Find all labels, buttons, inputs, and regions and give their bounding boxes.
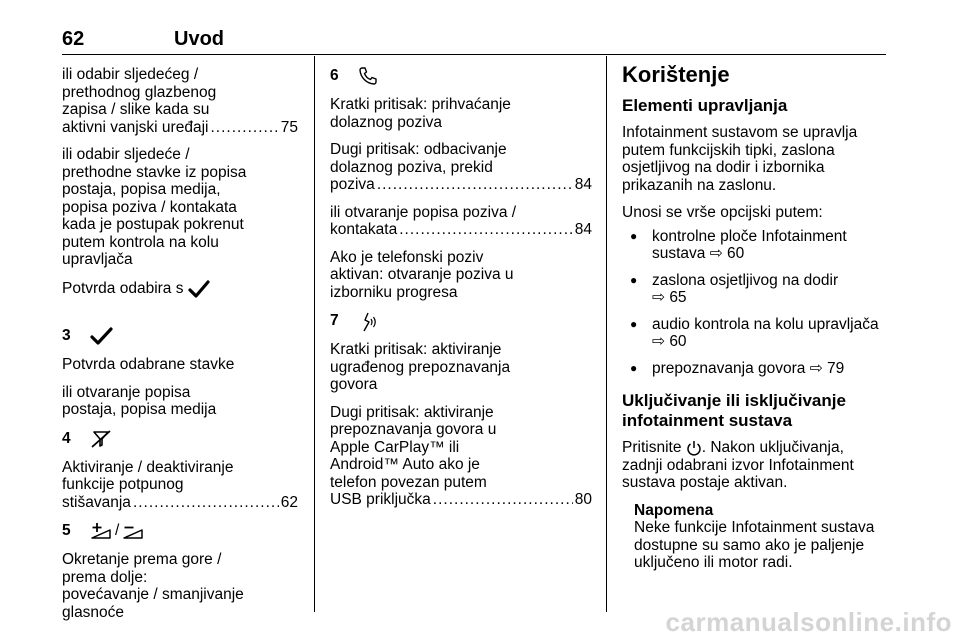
voice-recognition-icon [358, 311, 378, 331]
volume-down-icon [122, 521, 144, 541]
item-4: 4 Aktiviranje / deaktiviranje funkcije potpunog stišavanja ..... 62 [62, 429, 298, 512]
arrow-ref-icon: ⇨ [652, 333, 665, 350]
column-1 [62, 66, 298, 631]
column-divider-2 [606, 56, 607, 612]
section-title: Korištenje [622, 62, 730, 87]
checkmark-icon [188, 279, 210, 299]
list-item: ● audio kontrola na kolu upravljača ⇨ 60 [622, 316, 892, 351]
toc-row: poziva ..... 84 [330, 176, 592, 194]
item-6: 6 Kratki pritisak: prihvaćanje dolaznog poziva Dugi pritisak: odbacivanje dolaznog poziva, prekid poziva ..... 84 ili otvaranje popisa poziva / kontakata ..... 84 Ako je telefonski poziv aktivan: otvaranje poziva u izborniku progresa [330, 66, 592, 301]
page-ref[interactable]: 65 [669, 289, 687, 306]
item-number: 3 [62, 327, 71, 345]
list-item: ● zaslona osjetljivog na dodir ⇨ 65 [622, 272, 892, 307]
paragraph: ili odabir sljedeće / prethodne stavke iz popisa postaja, popisa medija, popisa poziva / kontakata kada je postupak pokrenut putem kontrola na kolu upravljača [62, 146, 247, 268]
page-header [62, 26, 886, 55]
paragraph: ili odabir sljedećeg / prethodnog glazbenog zapisa / slike kada su aktivni vanjski uređaji ..... 75 [62, 66, 298, 136]
volume-up-icon [90, 521, 112, 541]
note-title: Napomena [634, 501, 714, 519]
page-number: 62 [62, 28, 85, 50]
item-number: 5 [62, 522, 71, 540]
bullet-list [622, 228, 892, 378]
subsection-title: Uključivanje ili isključivanje infotainment sustava [622, 391, 846, 430]
toc-row: stišavanja ..... 62 [62, 494, 298, 512]
toc-row: aktivni vanjski uređaji ..... 75 [62, 119, 298, 137]
mute-icon [90, 429, 112, 449]
note-box: Napomena Neke funkcije Infotainment sustava dostupne su samo ako je paljenje uključeno ili motor radi. [634, 502, 892, 572]
arrow-ref-icon: ⇨ [652, 289, 665, 306]
checkmark-icon [90, 326, 114, 346]
item-number: 7 [330, 312, 339, 330]
item-number: 6 [330, 67, 339, 85]
page-ref: 75 [280, 118, 298, 136]
page-ref[interactable]: 60 [669, 333, 687, 350]
toc-row: kontakata ..... 84 [330, 221, 592, 239]
subsection-title: Elementi upravljanja [622, 96, 788, 115]
column-3: Korištenje Elementi upravljanja Infotainment sustavom se upravlja putem funkcijskih tipki, zaslona osjetljivog na dodir i izbornika prikazanih na zaslonu. Unosi se vrše opcijski putem: ● kontrolne ploče Infotainment sustava ⇨ 60 ● zaslona osjetljivog na dodir ⇨ 65 ● audio kontrola na kolu upravljača ⇨ 60 ● prepoznavanja govora ⇨ 79 Uključivanje ili isključivanje infotainment sustava Pritisnite . Nakon uključivanja, zadnji odabrani izvor Infotainment sustava postaje aktivan. Napomena Neke funkcije Infotainment sustava dostupne su samo ako je paljenje uključeno ili motor radi. [622, 62, 892, 572]
page-ref: 80 [574, 491, 592, 508]
column-divider-1 [314, 56, 315, 612]
item-7: 7 Kratki pritisak: aktiviranje ugrađenog prepoznavanja govora Dugi pritisak: aktiviranje prepoznavanja govora u Apple CarPlay™ ili Android™ Auto ako je telefon povezan putem USB priključka ..... 80 [330, 311, 592, 509]
list-item: ● prepoznavanja govora ⇨ 79 [622, 360, 892, 378]
list-item: ● kontrolne ploče Infotainment sustava ⇨ 60 [622, 228, 892, 263]
arrow-ref-icon: ⇨ [809, 359, 823, 377]
item-5: 5 / Okretanje prema gore / prema dolje: povećavanje / smanjivanje glasnoće [62, 522, 244, 621]
chapter-title: Uvod [174, 28, 224, 50]
column-2 [330, 66, 592, 519]
phone-icon [358, 66, 378, 86]
watermark: carmanualsonline.info [665, 607, 952, 637]
toc-row: USB priključka ..... 80 [330, 491, 592, 509]
power-icon [686, 440, 702, 456]
page-ref: 62 [280, 493, 298, 511]
paragraph: Potvrda odabira s [62, 279, 298, 299]
page-ref[interactable]: 60 [727, 245, 745, 262]
item-3: 3 Potvrda odabrane stavke ili otvaranje popisa postaja, popisa medija [62, 327, 235, 418]
page-ref[interactable]: 79 [827, 359, 845, 377]
page-ref: 84 [574, 221, 592, 238]
item-number: 4 [62, 429, 71, 447]
arrow-ref-icon: ⇨ [709, 245, 723, 262]
page-ref: 84 [574, 176, 592, 193]
